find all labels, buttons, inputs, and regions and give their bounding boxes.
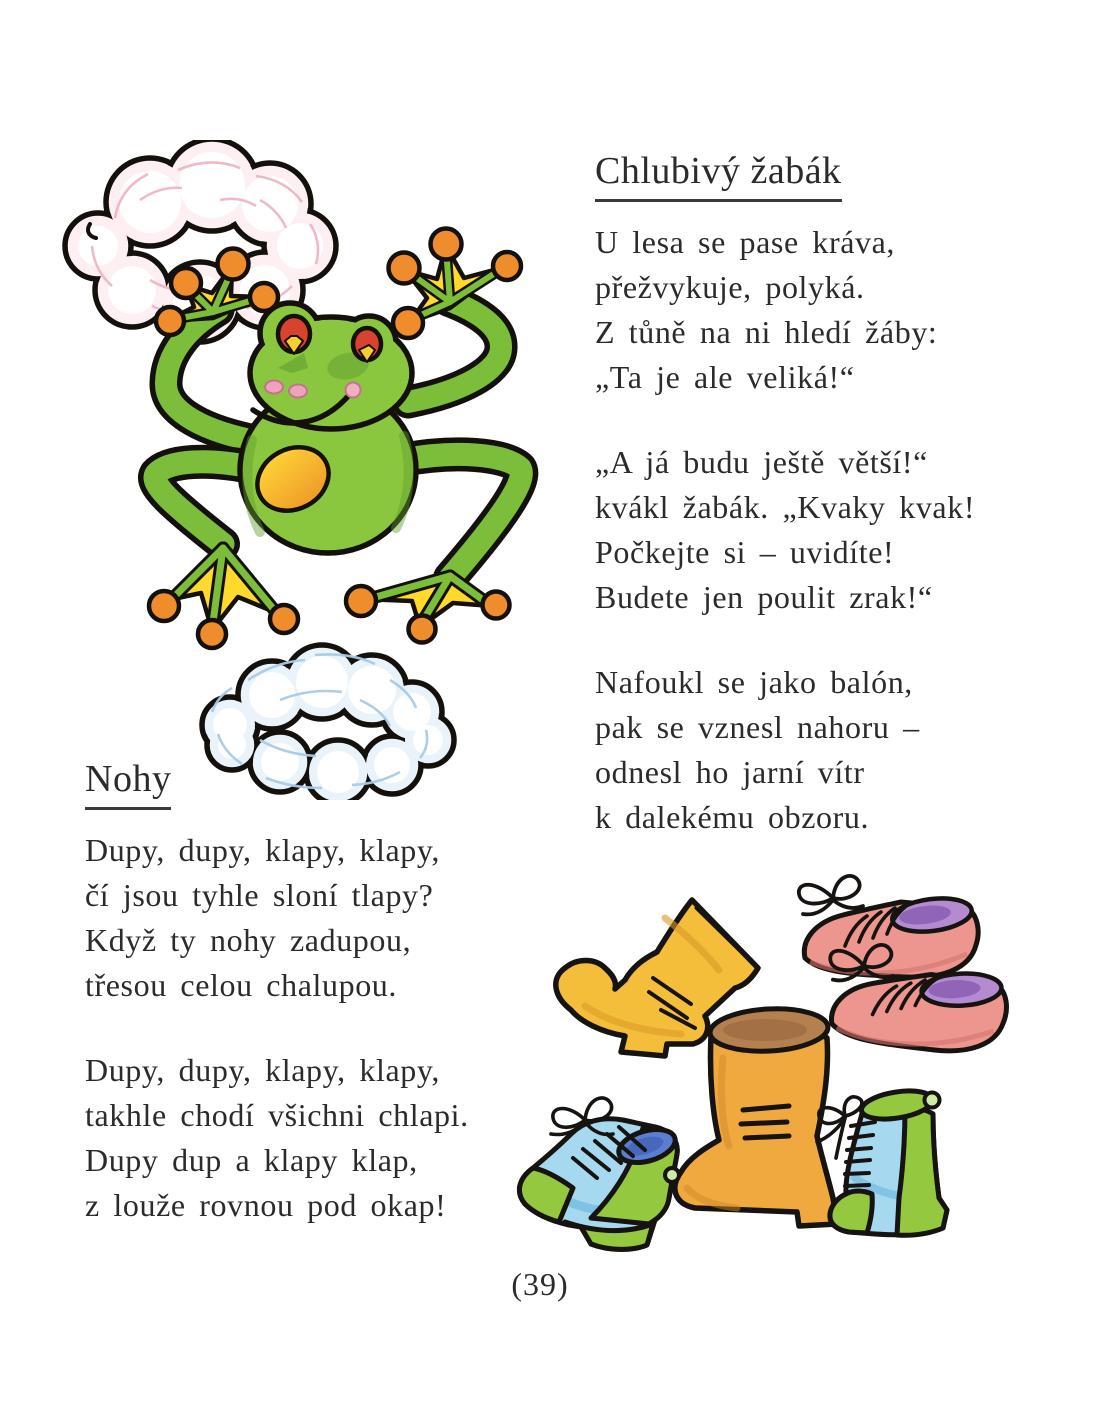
page-number: (39) <box>511 1266 569 1302</box>
poem-line: Budete jen poulit zrak!“ <box>595 578 933 615</box>
frog-icon <box>149 229 521 649</box>
poem-line: k dalekému obzoru. <box>595 798 870 835</box>
poem-chlubivy-zabak <box>595 150 1075 840</box>
poem-line: Dupy, dupy, klapy, klapy, <box>85 831 440 868</box>
poem-line: čí jsou tyhle sloní tlapy? <box>85 876 434 913</box>
stanza <box>595 660 1075 840</box>
poem-line: Když ty nohy zadupou, <box>85 921 412 958</box>
poem-line: „Ta je ale veliká!“ <box>595 358 855 395</box>
poem-line: Dupy dup a klapy klap, <box>85 1141 418 1178</box>
poem-line: Nafoukl se jako balón, <box>595 663 913 700</box>
stanza <box>85 828 565 1008</box>
poem-line: pak se vznesl nahoru – <box>595 708 920 745</box>
poem-line: „A já budu ještě větší!“ <box>595 443 928 480</box>
poem-line: U lesa se pase kráva, <box>595 223 896 260</box>
stanza <box>595 220 1075 400</box>
stanza <box>85 1048 565 1228</box>
poem-line: třesou celou chalupou. <box>85 966 397 1003</box>
poem-line: Počkejte si – uvidíte! <box>595 533 895 570</box>
poem-line: takhle chodí všichni chlapi. <box>85 1096 469 1133</box>
poem-line: přežvykuje, polyká. <box>595 268 865 305</box>
stanza <box>595 440 1075 620</box>
frog-foot-left <box>149 548 298 648</box>
frog-eye-right <box>353 328 381 362</box>
poem-line: Z tůně na ni hledí žáby: <box>595 313 938 350</box>
frog-illustration <box>60 140 540 800</box>
poem-line: kvákl žabák. „Kvaky kvak! <box>595 488 976 525</box>
frog-eye-left <box>278 316 310 354</box>
poem-line: odnesl ho jarní vítr <box>595 753 865 790</box>
poem-nohy <box>85 758 565 1228</box>
shoes-illustration <box>515 858 1015 1268</box>
poem-title-left: Nohy <box>85 758 171 810</box>
frog-foot-right <box>346 576 510 643</box>
poem-title-right: Chlubivý žabák <box>595 150 842 202</box>
blue-sneaker-right-icon <box>817 1087 947 1236</box>
poem-line: Dupy, dupy, klapy, klapy, <box>85 1051 440 1088</box>
poem-line: z louže rovnou pod okap! <box>85 1186 447 1223</box>
